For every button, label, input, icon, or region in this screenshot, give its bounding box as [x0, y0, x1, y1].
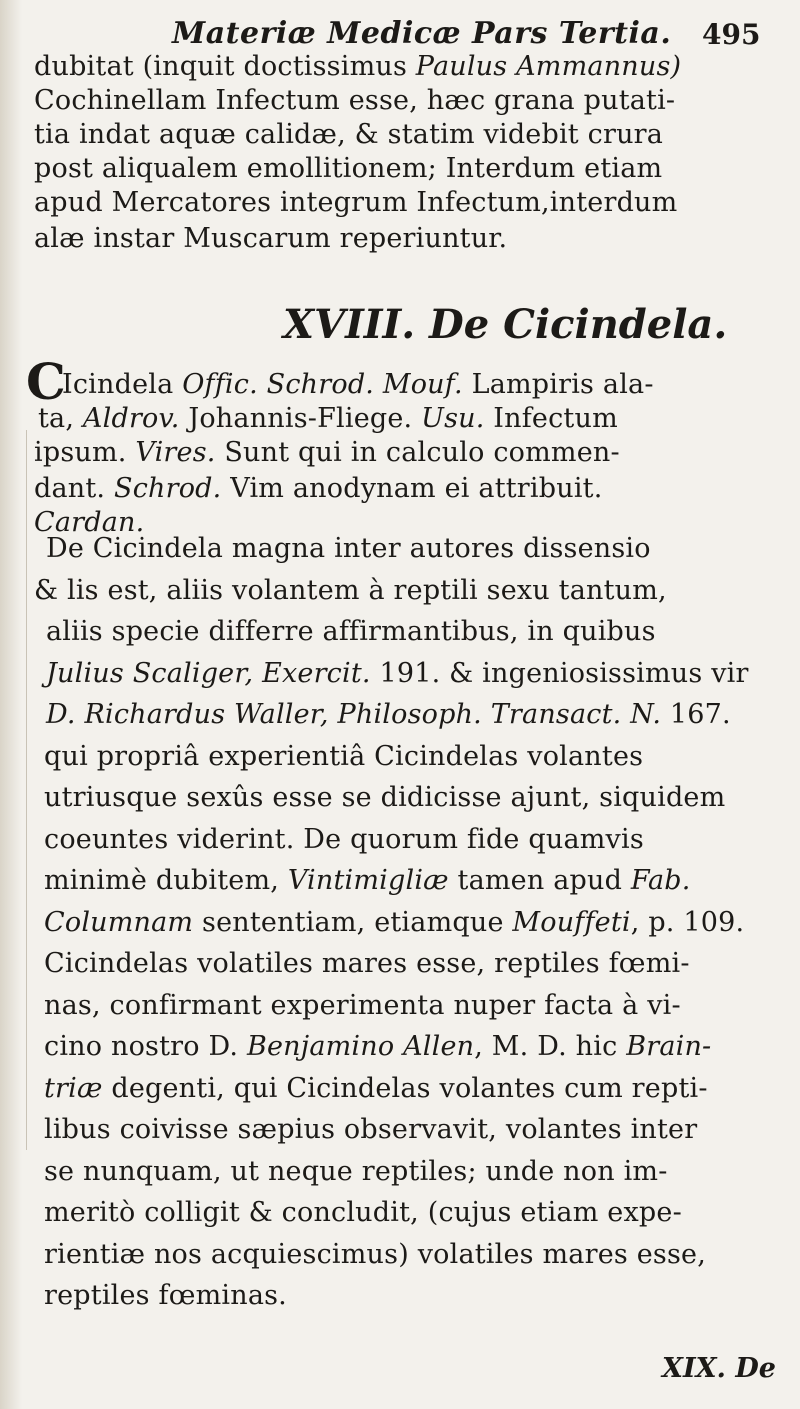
binding-gutter	[0, 0, 22, 1409]
text-line	[34, 574, 667, 608]
italic-text: Mouffeti	[512, 906, 631, 938]
page-number: 495	[702, 18, 761, 51]
roman-text: dant.	[34, 473, 114, 504]
roman-text: Infectum	[484, 403, 618, 434]
text-line	[34, 118, 663, 152]
italic-text: Vintimigliæ	[287, 865, 449, 896]
roman-text: reptiles fœminas.	[44, 1280, 287, 1311]
roman-text: tia indat aquæ calidæ, & statim videbit crura	[34, 119, 664, 150]
text-line	[44, 1196, 682, 1230]
text-line	[46, 615, 656, 649]
roman-text: , p. 109.	[630, 906, 745, 938]
roman-text: nas, confirmant experimenta nuper facta à vi-	[44, 989, 681, 1021]
text-line	[44, 947, 690, 981]
roman-text: minimè dubitem,	[44, 865, 288, 896]
text-line	[44, 740, 643, 774]
roman-text: Johannis-Fliege.	[179, 403, 422, 434]
text-line	[44, 1155, 668, 1189]
roman-text: Vim anodynam ei attribuit.	[221, 473, 603, 504]
roman-text: coeuntes viderint. De quorum fide quamvis	[44, 823, 644, 855]
roman-text: & lis est, aliis volantem à reptili sexu tantum,	[34, 574, 667, 606]
italic-text: triæ	[44, 1072, 103, 1104]
text-line	[34, 84, 675, 118]
roman-text: apud Mercatores integrum Infectum,interdum	[34, 187, 678, 218]
roman-text: aliis specie differre affirmantibus, in quibus	[46, 616, 656, 647]
roman-text: meritò colligit & concludit, (cujus etiam expe-	[44, 1197, 682, 1228]
italic-text: Offic. Schrod. Mouf.	[182, 369, 463, 400]
roman-text: ta,	[38, 403, 83, 434]
section-title: XVIII. De Cicindela.	[283, 301, 728, 348]
roman-text: se nunquam, ut neque reptiles; unde non im-	[44, 1155, 668, 1187]
text-line	[44, 1113, 697, 1147]
catchword: XIX. De	[662, 1353, 776, 1384]
text-line	[38, 402, 618, 436]
text-line	[44, 989, 681, 1023]
italic-text: Aldrov.	[82, 403, 180, 434]
italic-text: Usu.	[421, 403, 485, 434]
italic-text: Vires.	[135, 437, 216, 468]
drop-cap: C	[26, 352, 66, 411]
margin-rule	[26, 430, 27, 1150]
text-line	[46, 698, 731, 732]
italic-text: Benjamino Allen	[246, 1031, 475, 1062]
text-line	[34, 436, 620, 470]
roman-text: libus coivisse sæpius observavit, volantes inter	[44, 1114, 698, 1145]
text-line	[44, 1030, 711, 1064]
text-line	[44, 823, 644, 857]
text-line	[34, 472, 603, 506]
section-heading	[0, 301, 800, 355]
italic-text: Fab.	[630, 865, 691, 896]
text-line	[44, 781, 725, 815]
roman-text: Sunt qui in calculo commen-	[215, 437, 620, 468]
roman-text: post aliqualem emollitionem; Interdum etiam	[34, 153, 663, 184]
roman-text: ipsum.	[34, 437, 136, 468]
roman-text: 167.	[661, 699, 731, 730]
text-line	[44, 1279, 287, 1313]
italic-text: Cardan.	[34, 507, 145, 538]
roman-text: tamen apud	[448, 865, 631, 896]
text-line	[44, 906, 744, 940]
roman-text: Icindela	[62, 369, 183, 400]
italic-text: D. Richardus Waller, Philosoph. Transact. N.	[46, 699, 662, 730]
roman-text: , M. D. hic	[474, 1031, 627, 1062]
roman-text: degenti, qui Cicindelas volantes cum repti-	[102, 1072, 708, 1104]
text-line	[46, 657, 749, 691]
text-line	[34, 222, 507, 256]
roman-text: cino nostro D.	[44, 1031, 247, 1062]
text-line	[62, 368, 654, 402]
text-line	[46, 532, 651, 566]
italic-text: Columnam	[44, 906, 194, 938]
roman-text: Cicindelas volatiles mares esse, reptiles fœmi-	[44, 948, 690, 979]
roman-text: dubitat (inquit doctissimus	[34, 51, 416, 82]
roman-text: utriusque sexûs esse se didicisse ajunt, siquidem	[44, 782, 726, 813]
text-line	[44, 864, 691, 898]
roman-text: De Cicindela magna inter autores dissensio	[46, 533, 651, 564]
roman-text: qui propriâ experientiâ Cicindelas volantes	[44, 740, 644, 772]
italic-text: Julius Scaliger, Exercit.	[46, 657, 371, 689]
roman-text: Lampiris ala-	[462, 369, 654, 400]
running-title: Materiæ Medicæ Pars Tertia.	[172, 16, 672, 51]
text-line	[44, 1072, 708, 1106]
text-line	[34, 50, 681, 84]
italic-text: Schrod.	[114, 473, 222, 504]
italic-text: Brain-	[626, 1031, 712, 1062]
text-line	[34, 186, 677, 220]
roman-text: rientiæ nos acquiescimus) volatiles mares esse,	[44, 1238, 706, 1270]
roman-text: alæ instar Muscarum reperiuntur.	[34, 223, 508, 254]
roman-text: Cochinellam Infectum esse, hæc grana putati-	[34, 85, 676, 116]
roman-text: 191. & ingeniosissimus vir	[370, 657, 749, 689]
italic-text: Paulus Ammannus)	[415, 51, 682, 82]
text-line	[34, 152, 662, 186]
text-line	[44, 1238, 706, 1272]
roman-text: sententiam, etiamque	[193, 906, 513, 938]
